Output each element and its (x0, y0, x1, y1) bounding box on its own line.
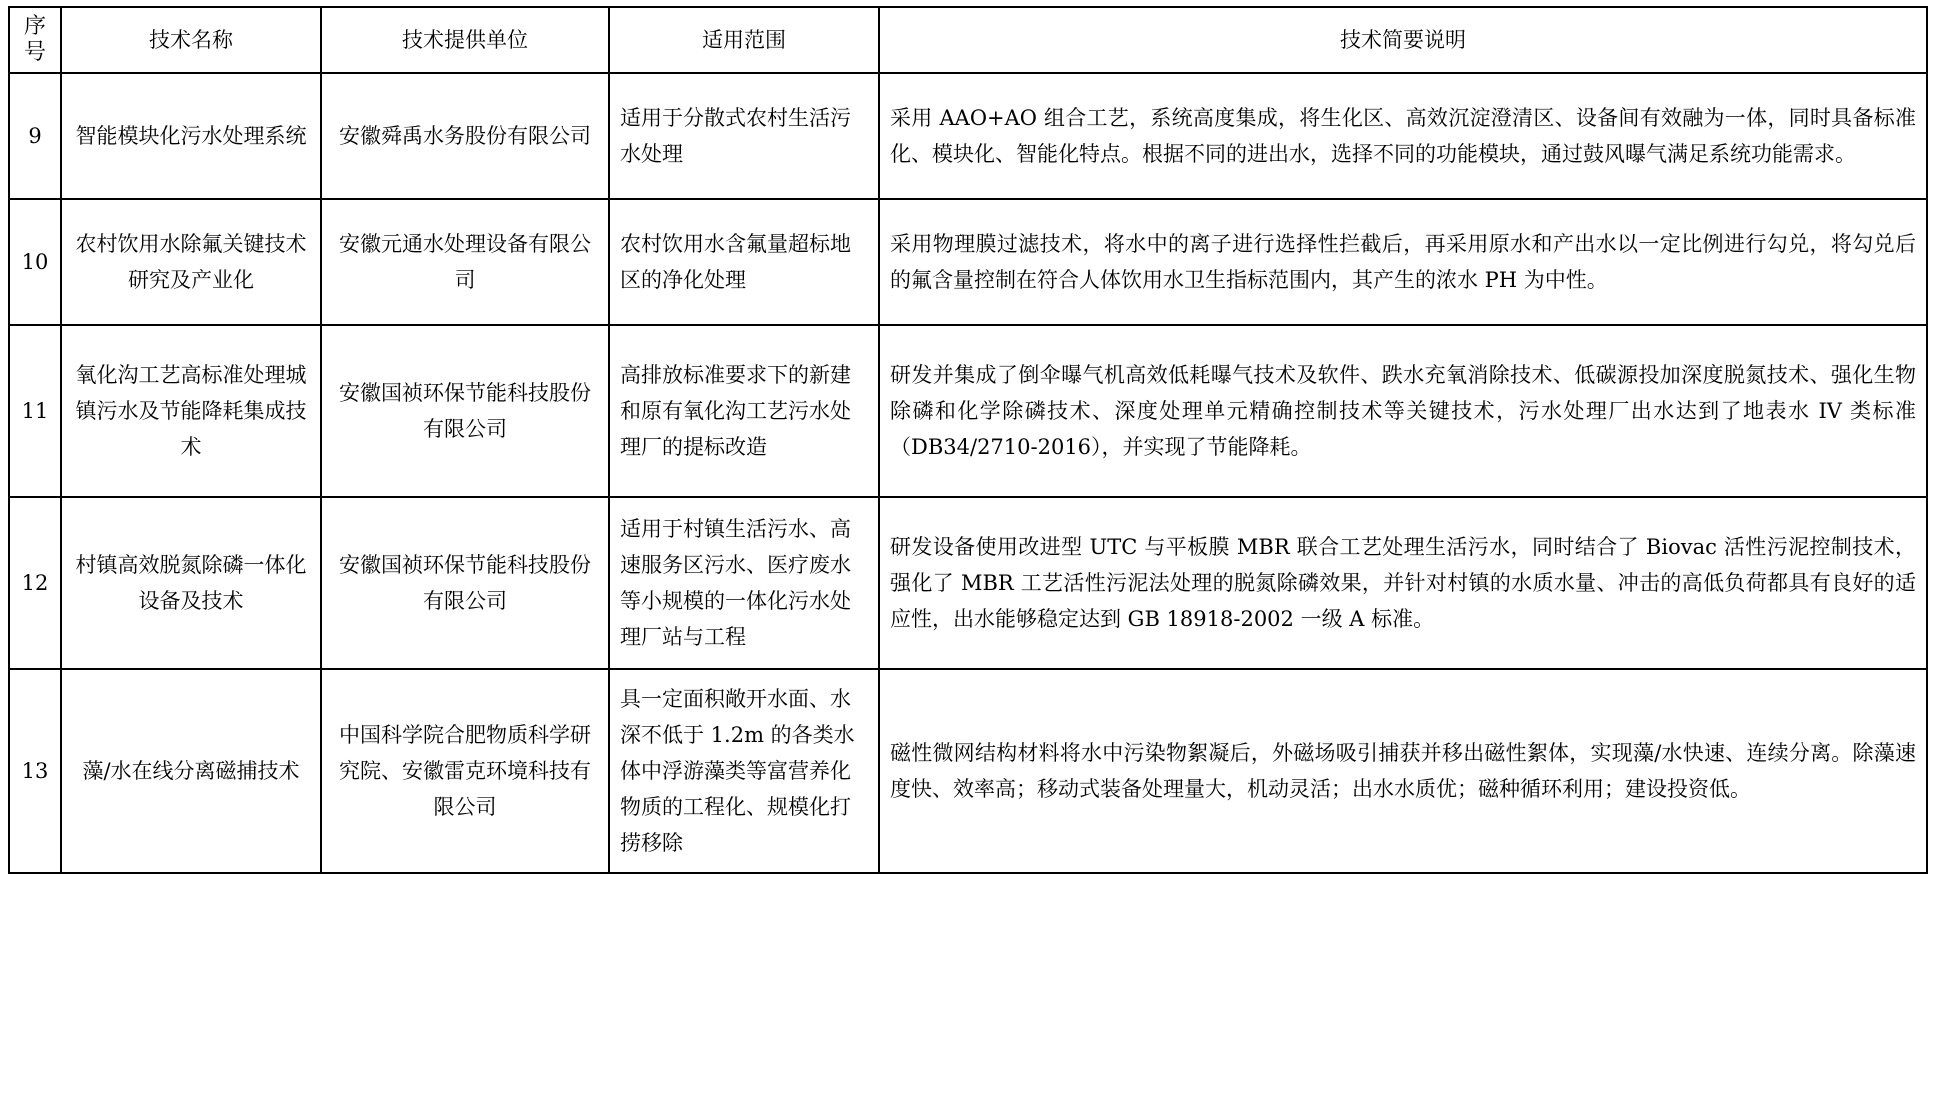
column-header-desc: 技术简要说明 (879, 7, 1927, 73)
row-seq: 10 (9, 199, 61, 325)
table-row (9, 669, 1927, 873)
row-desc: 研发设备使用改进型 UTC 与平板膜 MBR 联合工艺处理生活污水，同时结合了 Biovac 活性污泥控制技术，强化了 MBR 工艺活性污泥法处理的脱氮除磷效果，并针对村镇的水质水量、冲击的高低负荷都具有良好的适应性，出水能够稳定达到 GB 18918-2002 一级 A 标准。 (879, 497, 1927, 669)
table-row (9, 73, 1927, 199)
column-header-unit: 技术提供单位 (321, 7, 609, 73)
column-header-seq-line2: 号 (23, 39, 46, 65)
row-seq: 9 (9, 73, 61, 199)
row-seq: 12 (9, 497, 61, 669)
column-header-name: 技术名称 (61, 7, 321, 73)
row-unit: 安徽国祯环保节能科技股份有限公司 (321, 325, 609, 497)
table-row (9, 497, 1927, 669)
row-scope: 高排放标准要求下的新建和原有氧化沟工艺污水处理厂的提标改造 (609, 325, 879, 497)
column-header-scope: 适用范围 (609, 7, 879, 73)
row-scope: 适用于分散式农村生活污水处理 (609, 73, 879, 199)
row-unit: 安徽舜禹水务股份有限公司 (321, 73, 609, 199)
row-desc: 研发并集成了倒伞曝气机高效低耗曝气技术及软件、跌水充氧消除技术、低碳源投加深度脱氮技术、强化生物除磷和化学除磷技术、深度处理单元精确控制技术等关键技术，污水处理厂出水达到了地表水 IV 类标准（DB34/2710-2016），并实现了节能降耗。 (879, 325, 1927, 497)
row-unit: 安徽国祯环保节能科技股份有限公司 (321, 497, 609, 669)
table-row (9, 325, 1927, 497)
row-unit: 中国科学院合肥物质科学研究院、安徽雷克环境科技有限公司 (321, 669, 609, 873)
row-name: 藻/水在线分离磁捕技术 (61, 669, 321, 873)
table-header-row (9, 7, 1927, 73)
row-seq: 11 (9, 325, 61, 497)
column-header-seq-line1: 序 (23, 14, 46, 39)
row-desc: 采用物理膜过滤技术，将水中的离子进行选择性拦截后，再采用原水和产出水以一定比例进行勾兑，将勾兑后的氟含量控制在符合人体饮用水卫生指标范围内，其产生的浓水 PH 为中性。 (879, 199, 1927, 325)
row-unit: 安徽元通水处理设备有限公司 (321, 199, 609, 325)
row-scope: 农村饮用水含氟量超标地区的净化处理 (609, 199, 879, 325)
row-name: 智能模块化污水处理系统 (61, 73, 321, 199)
row-desc: 采用 AAO+AO 组合工艺，系统高度集成，将生化区、高效沉淀澄清区、设备间有效融为一体，同时具备标准化、模块化、智能化特点。根据不同的进出水，选择不同的功能模块，通过鼓风曝气满足系统功能需求。 (879, 73, 1927, 199)
column-header-seq (9, 7, 61, 73)
technology-table (8, 6, 1928, 874)
table-row (9, 199, 1927, 325)
row-name: 氧化沟工艺高标准处理城镇污水及节能降耗集成技术 (61, 325, 321, 497)
row-name: 农村饮用水除氟关键技术研究及产业化 (61, 199, 321, 325)
row-desc: 磁性微网结构材料将水中污染物絮凝后，外磁场吸引捕获并移出磁性絮体，实现藻/水快速、连续分离。除藻速度快、效率高；移动式装备处理量大，机动灵活；出水水质优；磁种循环利用；建设投资低。 (879, 669, 1927, 873)
row-scope: 适用于村镇生活污水、高速服务区污水、医疗废水等小规模的一体化污水处理厂站与工程 (609, 497, 879, 669)
row-name: 村镇高效脱氮除磷一体化设备及技术 (61, 497, 321, 669)
row-seq: 13 (9, 669, 61, 873)
row-scope: 具一定面积敞开水面、水深不低于 1.2m 的各类水体中浮游藻类等富营养化物质的工程化、规模化打捞移除 (609, 669, 879, 873)
